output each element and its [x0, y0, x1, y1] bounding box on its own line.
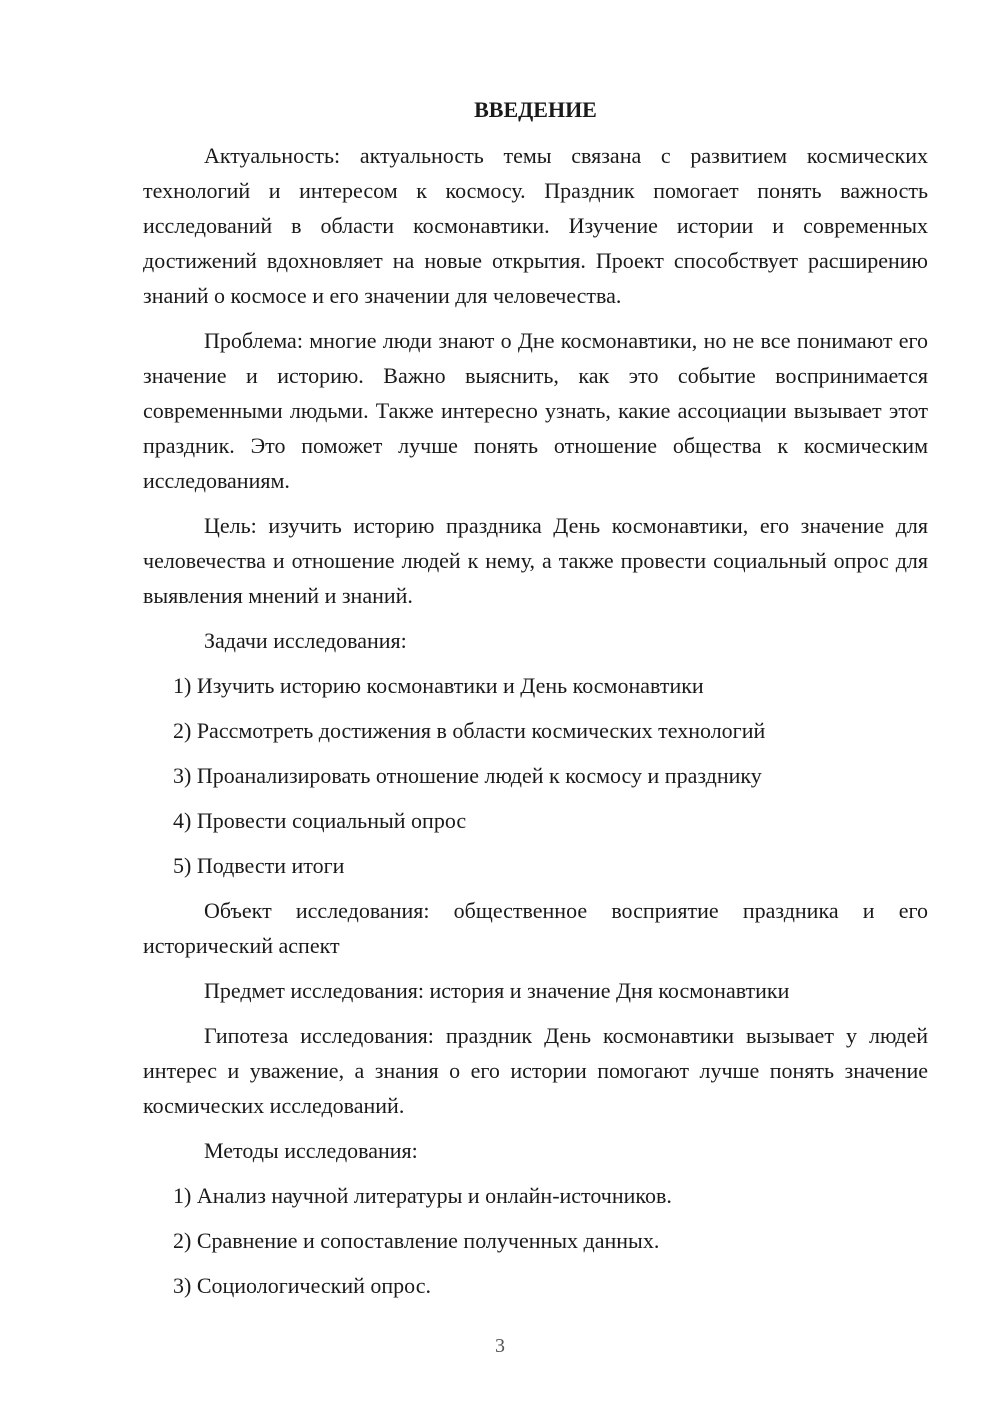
- subject-paragraph: Предмет исследования: история и значение Дня космонавтики: [204, 978, 790, 1003]
- document-body: [143, 92, 928, 1313]
- task-item: 1) Изучить историю космонавтики и День космонавтики: [173, 673, 704, 698]
- method-item: 1) Анализ научной литературы и онлайн-источников.: [173, 1183, 672, 1208]
- object-paragraph: Объект исследования: общественное восприятие праздника и его исторический аспект: [143, 898, 928, 958]
- relevance-paragraph: Актуальность: актуальность темы связана с развитием космических технологий и интересом к космосу. Праздник помогает понять важность исследований в области космонавтики. Изучение истории и современных достижений вдохновляет на новые открытия. Проект способствует расширению знаний о космосе и его значении для человечества.: [143, 143, 928, 308]
- method-item: 3) Социологический опрос.: [173, 1273, 431, 1298]
- task-item: 4) Провести социальный опрос: [173, 808, 467, 833]
- method-item: 2) Сравнение и сопоставление полученных данных.: [173, 1228, 660, 1253]
- goal-paragraph: Цель: изучить историю праздника День космонавтики, его значение для человечества и отношение людей к нему, а также провести социальный опрос для выявления мнений и знаний.: [143, 513, 928, 608]
- hypothesis-paragraph: Гипотеза исследования: праздник День космонавтики вызывает у людей интерес и уважение, а знания о его истории помогают лучше понять значение космических исследований.: [143, 1023, 928, 1118]
- page-number: 3: [495, 1335, 505, 1357]
- problem-paragraph: Проблема: многие люди знают о Дне космонавтики, но не все понимают его значение и историю. Важно выяснить, как это событие воспринимается современными людьми. Также интересно узнать, какие ассоциации вызывает этот праздник. Это поможет лучше понять отношение общества к космическим исследованиям.: [143, 328, 928, 493]
- section-title: ВВЕДЕНИЕ: [474, 97, 597, 122]
- methods-heading: Методы исследования:: [204, 1138, 418, 1163]
- methods-list: [143, 1178, 928, 1303]
- task-item: 3) Проанализировать отношение людей к космосу и празднику: [173, 763, 762, 788]
- task-item: 2) Рассмотреть достижения в области космических технологий: [173, 718, 766, 743]
- tasks-heading: Задачи исследования:: [204, 628, 407, 653]
- tasks-list: [143, 668, 928, 883]
- task-item: 5) Подвести итоги: [173, 853, 345, 878]
